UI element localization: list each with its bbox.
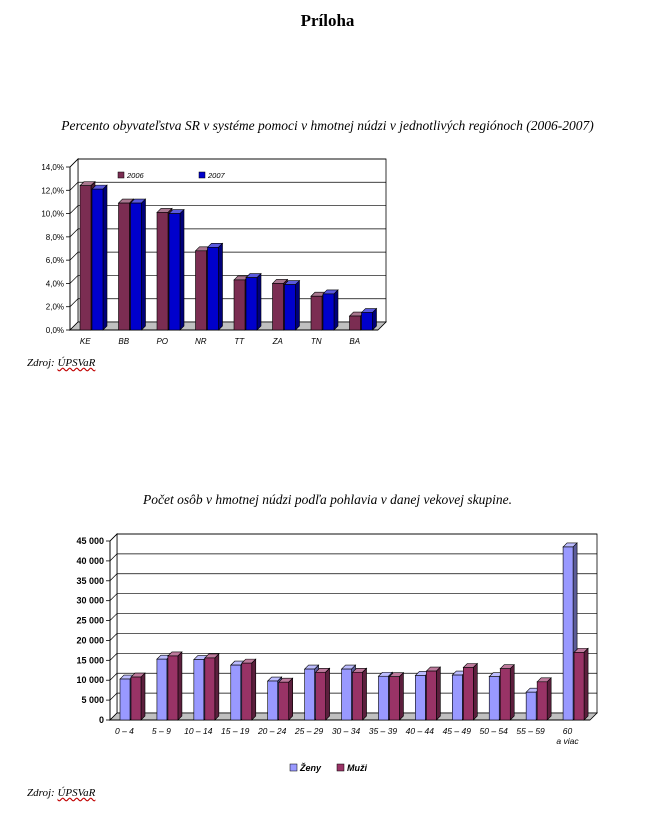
- bar-front: [426, 671, 436, 720]
- y-tick-label: 20 000: [76, 635, 104, 646]
- bar-side: [547, 678, 551, 720]
- x-tick-label: 5 – 9: [151, 726, 171, 736]
- legend-label: Muži: [347, 763, 367, 773]
- bar-side: [252, 659, 256, 720]
- y-tick-label: 10,0%: [41, 209, 64, 219]
- x-tick-label: 45 – 49: [442, 726, 471, 736]
- x-tick-label: 25 – 29: [294, 726, 324, 736]
- bar-side: [473, 663, 477, 720]
- bar-side: [326, 668, 330, 720]
- bar-front: [194, 660, 204, 720]
- y-tick-label: 0,0%: [45, 326, 64, 335]
- bar-Muži-15–19: [242, 659, 256, 720]
- bar-front: [452, 675, 462, 720]
- bar-front: [342, 669, 352, 720]
- bar-front: [563, 547, 573, 720]
- bar-front: [268, 681, 278, 720]
- y-tick-label: 8,0%: [45, 232, 64, 242]
- y-tick-label: 45 000: [76, 536, 104, 546]
- bar-Muži-30–34: [353, 668, 367, 720]
- x-tick-label: 35 – 39: [368, 726, 398, 736]
- chart1-title: Percento obyvateľstva SR v systéme pomoci v hmotnej núdzi v jednotlivých regiónoch (2006-2007): [61, 118, 594, 133]
- bar-front: [231, 665, 241, 720]
- plot-side-wall: [110, 534, 117, 720]
- bar-side: [436, 667, 440, 720]
- bar-Muži-10–14: [205, 654, 219, 720]
- x-tick-label: 20 – 24: [257, 726, 287, 736]
- bar-side: [584, 648, 588, 720]
- bar-front: [120, 679, 130, 720]
- bar-side: [510, 665, 514, 720]
- x-tick-label: KE: [79, 337, 91, 346]
- bar-front: [131, 677, 141, 720]
- x-tick-label: 15 – 19: [221, 726, 250, 736]
- y-tick-label: 30 000: [76, 595, 104, 606]
- chart2-source: [27, 787, 95, 799]
- y-tick-label: 4,0%: [45, 279, 64, 289]
- bar-front: [463, 667, 473, 720]
- x-tick-label: TT: [234, 337, 245, 346]
- source-prefix: Zdroj:: [27, 357, 58, 369]
- bar-front: [242, 663, 252, 720]
- x-tick-label: 0 – 4: [115, 726, 134, 736]
- bar-front: [205, 658, 215, 720]
- chart2-legend: [290, 762, 367, 773]
- chart2-title: Počet osôb v hmotnej núdzi podľa pohlavia v danej vekovej skupine.: [143, 492, 512, 507]
- bar-front: [574, 652, 584, 720]
- bar-front: [415, 675, 425, 720]
- bar-Muži-5–9: [168, 652, 182, 720]
- bar-front: [157, 659, 167, 720]
- y-tick-label: 6,0%: [45, 256, 64, 266]
- x-tick-label: 10 – 14: [184, 726, 213, 736]
- legend-label: 2007: [208, 171, 225, 180]
- y-tick-label: 10 000: [76, 675, 104, 686]
- bar-front: [526, 692, 536, 720]
- bar-front: [389, 677, 399, 720]
- bar-Muži-55–59: [537, 678, 551, 720]
- x-tick-label: 60: [562, 726, 573, 736]
- x-tick-label: BB: [118, 337, 130, 346]
- legend-label: Ženy: [300, 763, 322, 773]
- bar-side: [289, 678, 293, 720]
- x-tick-label: PO: [156, 337, 169, 346]
- x-tick-label: NR: [194, 337, 207, 346]
- source-name: ÚPSVaR: [57, 787, 96, 799]
- x-tick-label: a viac: [556, 736, 579, 746]
- x-tick-label: 50 – 54: [479, 726, 508, 736]
- page-heading: Príloha: [300, 11, 355, 30]
- x-tick-label: 55 – 59: [516, 726, 545, 736]
- bar-side: [215, 654, 219, 720]
- bar-Muži-60aviac: [574, 648, 588, 720]
- bar-front: [305, 669, 315, 720]
- bar-side: [178, 652, 182, 720]
- y-tick-label: 0: [98, 715, 104, 725]
- y-tick-label: 2,0%: [45, 302, 64, 312]
- bar-front: [489, 677, 499, 720]
- y-tick-label: 15 000: [76, 655, 104, 666]
- bar-side: [363, 668, 367, 720]
- legend-label: 2006: [127, 171, 144, 180]
- legend-swatch: [337, 764, 344, 771]
- bar-side: [399, 673, 403, 720]
- source-name: ÚPSVaR: [57, 357, 96, 369]
- bar-front: [168, 656, 178, 720]
- y-tick-label: 5 000: [81, 695, 104, 706]
- y-tick-label: 14,0%: [41, 163, 64, 172]
- bar-Muži-25–29: [316, 668, 330, 720]
- bar-side: [141, 673, 145, 720]
- y-tick-label: 25 000: [76, 615, 104, 626]
- source-prefix: Zdroj:: [27, 787, 58, 799]
- x-tick-label: 30 – 34: [331, 726, 361, 736]
- x-tick-label: BA: [349, 337, 361, 346]
- bar-Muži-0–4: [131, 673, 145, 720]
- bar-Muži-35–39: [389, 673, 403, 720]
- bar-Muži-20–24: [279, 678, 293, 720]
- bar-Muži-45–49: [463, 663, 477, 720]
- bar-front: [500, 669, 510, 720]
- x-tick-label: 40 – 44: [405, 726, 435, 736]
- x-tick-label: ZA: [272, 337, 283, 346]
- bar-Muži-50–54: [500, 665, 514, 720]
- bar-front: [279, 682, 289, 720]
- y-tick-label: 40 000: [76, 555, 104, 566]
- bar-Muži-40–44: [426, 667, 440, 720]
- bar-front: [316, 672, 326, 720]
- bar-front: [353, 672, 363, 720]
- x-tick-label: TN: [310, 337, 322, 346]
- bar-front: [378, 676, 388, 720]
- y-tick-label: 35 000: [76, 575, 104, 586]
- bar-front: [537, 682, 547, 720]
- legend-swatch: [290, 764, 297, 771]
- y-tick-label: 12,0%: [41, 186, 64, 196]
